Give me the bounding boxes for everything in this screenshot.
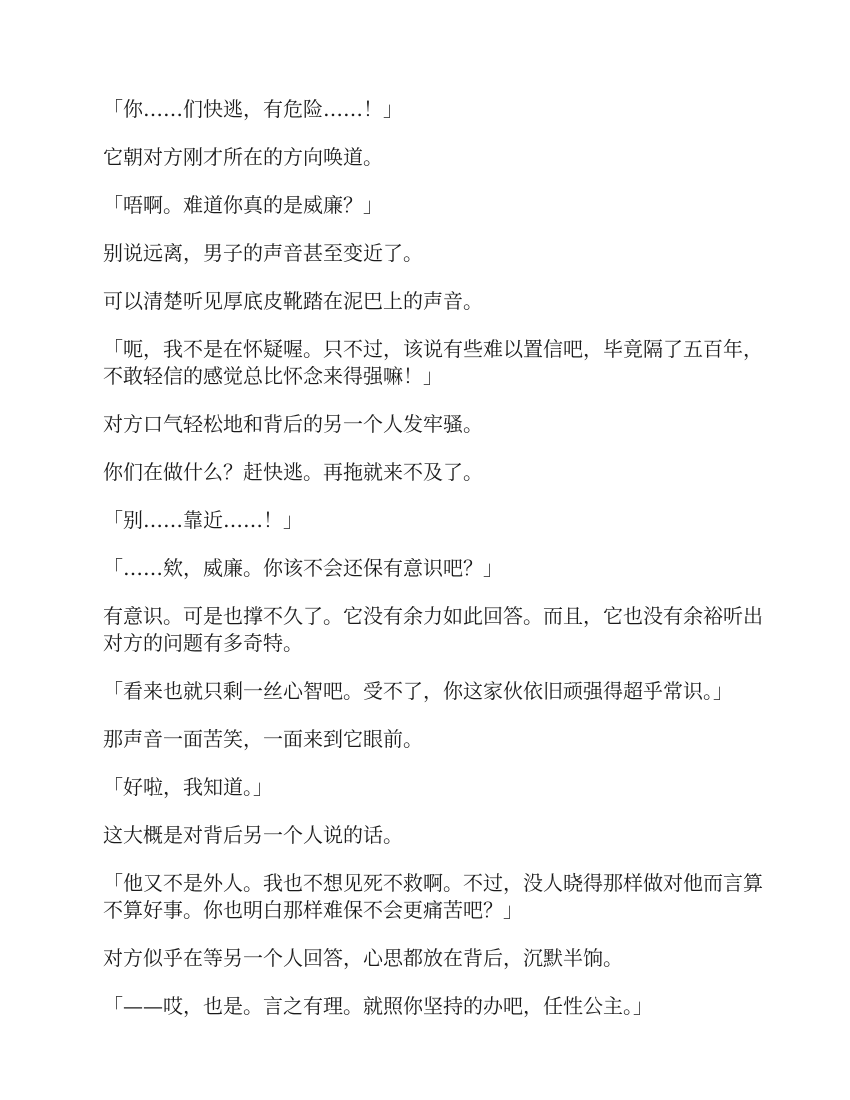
document-page (103, 96, 763, 1041)
paragraph: 「看来也就只剩一丝心智吧。受不了，你这家伙依旧顽强得超乎常识。」 (103, 679, 733, 703)
paragraph: 「……欸，威廉。你该不会还保有意识吧？」 (103, 556, 503, 580)
paragraph: 对方似乎在等另一个人回答，心思都放在背后，沉默半饷。 (103, 946, 623, 970)
paragraph: 「他又不是外人。我也不想见死不救啊。不过，没人晓得那样做对他而言算不算好事。你也明白那样难保不会更痛苦吧？」 (103, 871, 763, 922)
paragraph: 「——哎，也是。言之有理。就照你坚持的办吧，任性公主。」 (103, 994, 653, 1018)
paragraph: 别说远离，男子的声音甚至变近了。 (103, 241, 423, 265)
paragraph: 有意识。可是也撑不久了。它没有余力如此回答。而且，它也没有余裕听出对方的问题有多奇特。 (103, 604, 763, 655)
paragraph: 「别……靠近……！」 (103, 508, 303, 532)
paragraph: 对方口气轻松地和背后的另一个人发牢骚。 (103, 412, 483, 436)
paragraph: 「你……们快逃，有危险……！」 (103, 97, 403, 121)
paragraph: 「唔啊。难道你真的是威廉？」 (103, 193, 383, 217)
paragraph: 它朝对方刚才所在的方向唤道。 (103, 145, 383, 169)
paragraph: 「呃，我不是在怀疑喔。只不过，该说有些难以置信吧，毕竟隔了五百年，不敢轻信的感觉总比怀念来得强嘛！」 (103, 337, 763, 388)
paragraph: 那声音一面苦笑，一面来到它眼前。 (103, 727, 423, 751)
paragraph: 这大概是对背后另一个人说的话。 (103, 823, 403, 847)
paragraph: 你们在做什么？赶快逃。再拖就来不及了。 (103, 460, 483, 484)
paragraph: 可以清楚听见厚底皮靴踏在泥巴上的声音。 (103, 289, 483, 313)
paragraph: 「好啦，我知道。」 (103, 775, 273, 799)
